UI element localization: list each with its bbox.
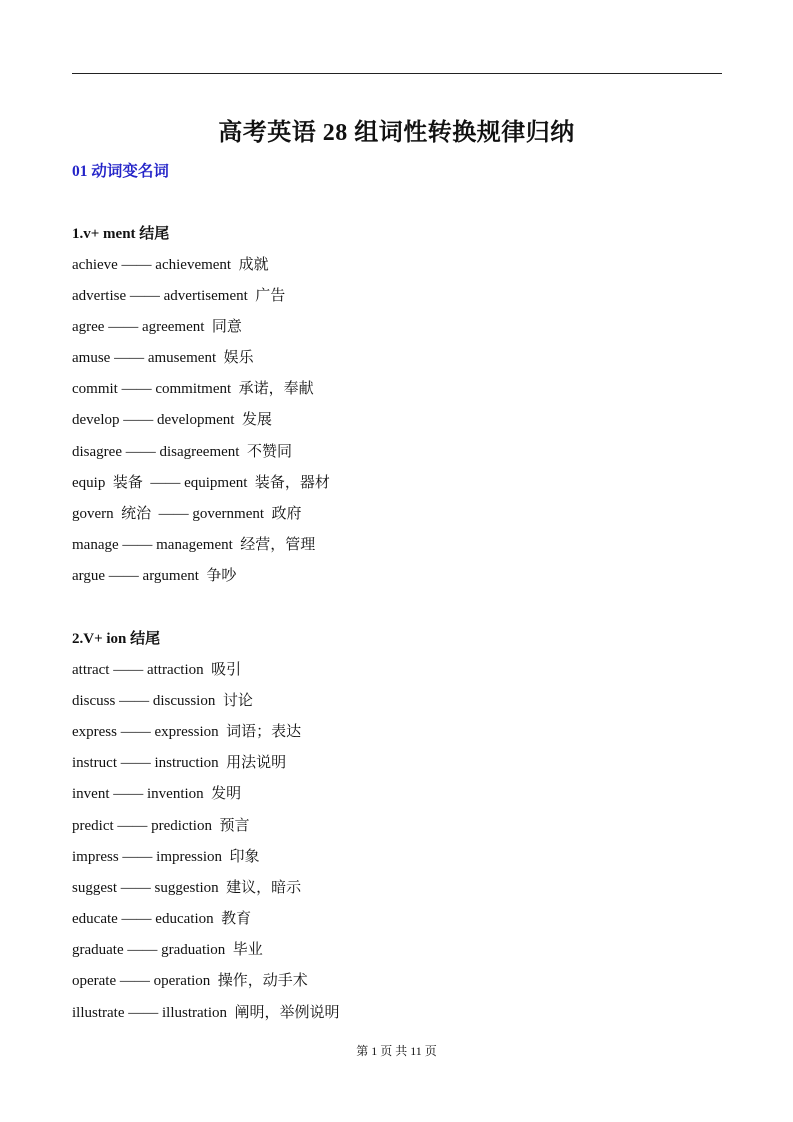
- word-pair: govern 统治 —— government 政府: [72, 506, 302, 522]
- word-pair: invent —— invention 发明: [72, 786, 242, 802]
- page-number-footer: 第 1 页 共 11 页: [356, 1044, 437, 1058]
- word-pair: predict —— prediction 预言: [72, 818, 250, 834]
- group-heading-ion: 2.V+ ion 结尾: [72, 631, 161, 647]
- word-pair: suggest —— suggestion 建议，暗示: [72, 880, 302, 896]
- header-rule: [72, 73, 722, 74]
- word-pair: commit —— commitment 承诺，奉献: [72, 381, 314, 397]
- document-title: 高考英语 28 组词性转换规律归纳: [218, 120, 575, 146]
- word-pair: discuss —— discussion 讨论: [72, 693, 253, 709]
- word-pair: instruct —— instruction 用法说明: [72, 755, 287, 771]
- word-pair: argue —— argument 争吵: [72, 568, 237, 584]
- word-pair: achieve —— achievement 成就: [72, 257, 269, 273]
- word-pair: graduate —— graduation 毕业: [72, 942, 263, 958]
- group-heading-ment: 1.v+ ment 结尾: [72, 226, 170, 242]
- section-heading: 01 动词变名词: [72, 163, 169, 180]
- word-pair: amuse —— amusement 娱乐: [72, 350, 254, 366]
- word-pair: disagree —— disagreement 不赞同: [72, 444, 292, 460]
- word-pair: operate —— operation 操作，动手术: [72, 973, 308, 989]
- word-pair: advertise —— advertisement 广告: [72, 288, 286, 304]
- word-pair: equip 装备 —— equipment 装备，器材: [72, 475, 330, 491]
- word-pair: attract —— attraction 吸引: [72, 662, 242, 678]
- word-pair: impress —— impression 印象: [72, 849, 260, 865]
- word-pair: express —— expression 词语；表达: [72, 724, 302, 740]
- word-pair: educate —— education 教育: [72, 911, 252, 927]
- word-pair: develop —— development 发展: [72, 412, 272, 428]
- word-pair: manage —— management 经营，管理: [72, 537, 316, 553]
- word-pair: agree —— agreement 同意: [72, 319, 242, 335]
- word-pair: illustrate —— illustration 阐明，举例说明: [72, 1005, 340, 1021]
